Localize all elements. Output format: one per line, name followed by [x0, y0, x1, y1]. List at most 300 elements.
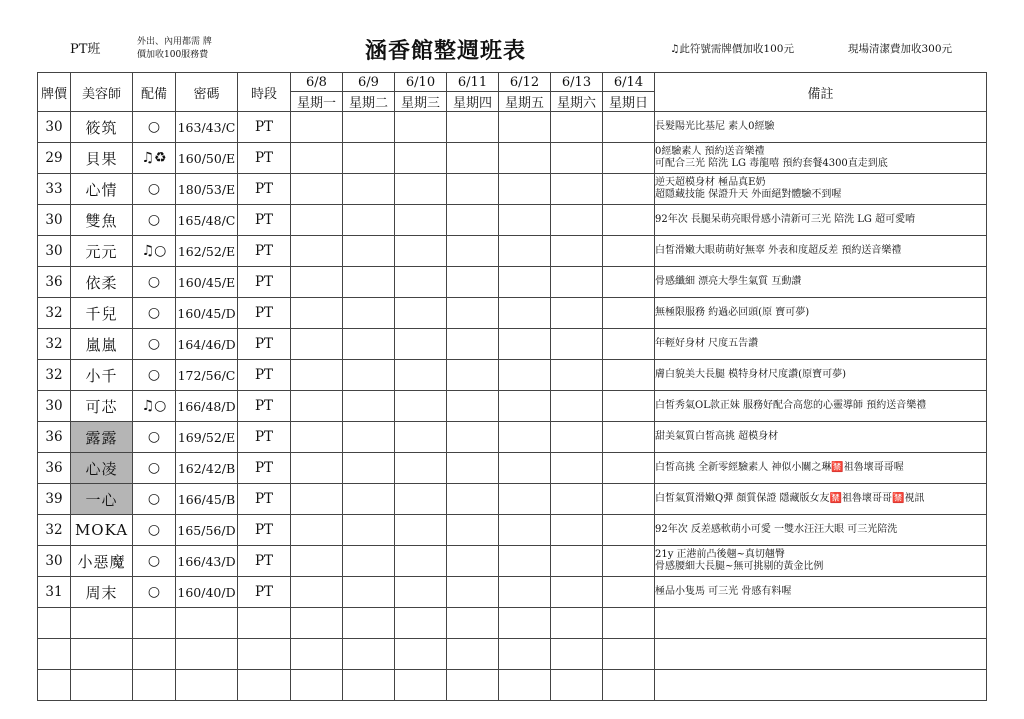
option-cell: ○: [133, 298, 176, 329]
empty-cell: [38, 639, 71, 670]
empty-cell: [71, 608, 133, 639]
empty-row: [38, 608, 987, 639]
day-cell[interactable]: [603, 422, 655, 453]
remark-line: 長髮陽光比基尼 素人0經驗: [655, 121, 775, 132]
col-header-weekday: 星期六: [551, 92, 603, 112]
col-header-weekday: 星期五: [499, 92, 551, 112]
day-cell[interactable]: [551, 360, 603, 391]
col-header-price: 牌價: [38, 73, 71, 112]
col-header-time-slot: 時段: [238, 73, 291, 112]
price-cell: 36: [38, 453, 71, 484]
day-cell[interactable]: [499, 515, 551, 546]
day-cell[interactable]: [291, 112, 343, 143]
beautician-name-cell: 一心: [71, 484, 133, 515]
day-cell[interactable]: [447, 453, 499, 484]
remark-line: 膚白貌美大長腿 模特身材尺度讚(原寶可夢): [655, 369, 846, 380]
day-cell[interactable]: [551, 422, 603, 453]
day-cell[interactable]: [395, 484, 447, 515]
code-cell: 166/43/D: [176, 546, 238, 577]
day-cell[interactable]: [551, 391, 603, 422]
table-row: [38, 515, 987, 546]
remark-line: 白皙高挑 全新零經驗素人 神似小關之琳🈲祖魯壞哥哥喔: [655, 462, 904, 473]
time-slot-cell: PT: [238, 422, 291, 453]
remarks-cell: [655, 546, 987, 577]
day-cell[interactable]: [395, 298, 447, 329]
remark-line: 白皙滑嫩大眼萌萌好無辜 外表和度超反差 預約送音樂禮: [655, 245, 902, 256]
day-cell[interactable]: [447, 143, 499, 174]
option-cell: ○: [133, 484, 176, 515]
col-header-code: 密碼: [176, 73, 238, 112]
beautician-name-cell: 千兒: [71, 298, 133, 329]
price-cell: 30: [38, 391, 71, 422]
empty-cell[interactable]: [447, 670, 499, 701]
table-row: [38, 453, 987, 484]
remarks-cell: [655, 360, 987, 391]
day-cell[interactable]: [551, 112, 603, 143]
code-cell: 160/40/D: [176, 577, 238, 608]
code-cell: 162/42/B: [176, 453, 238, 484]
day-cell[interactable]: [395, 546, 447, 577]
day-cell[interactable]: [551, 236, 603, 267]
day-cell[interactable]: [551, 577, 603, 608]
day-cell[interactable]: [447, 267, 499, 298]
option-cell: ○: [133, 422, 176, 453]
day-cell[interactable]: [447, 484, 499, 515]
day-cell[interactable]: [291, 329, 343, 360]
empty-cell: [133, 670, 176, 701]
day-cell[interactable]: [499, 298, 551, 329]
day-cell[interactable]: [551, 515, 603, 546]
beautician-name-cell: 心情: [71, 174, 133, 205]
option-cell: ○: [133, 267, 176, 298]
empty-cell: [176, 639, 238, 670]
day-cell[interactable]: [551, 267, 603, 298]
time-slot-cell: PT: [238, 484, 291, 515]
beautician-name-cell: 嵐嵐: [71, 329, 133, 360]
time-slot-cell: PT: [238, 546, 291, 577]
day-cell[interactable]: [447, 236, 499, 267]
option-cell: ○: [133, 174, 176, 205]
day-cell[interactable]: [343, 484, 395, 515]
price-cell: 30: [38, 236, 71, 267]
pt-class-label: PT班: [70, 42, 101, 57]
col-header-date: 6/8: [291, 73, 343, 92]
beautician-name-cell: 筱筑: [71, 112, 133, 143]
day-cell[interactable]: [499, 174, 551, 205]
beautician-name-cell: 依柔: [71, 267, 133, 298]
code-cell: 160/45/D: [176, 298, 238, 329]
empty-cell: [238, 670, 291, 701]
day-cell[interactable]: [499, 112, 551, 143]
empty-cell: [655, 608, 987, 639]
day-cell[interactable]: [499, 391, 551, 422]
time-slot-cell: PT: [238, 360, 291, 391]
table-row: [38, 422, 987, 453]
day-cell[interactable]: [343, 546, 395, 577]
remark-line: 92年次 反差感軟萌小可愛 一雙水汪汪大眼 可三光陪洗: [655, 524, 898, 535]
beautician-name-cell: 小惡魔: [71, 546, 133, 577]
day-cell[interactable]: [395, 453, 447, 484]
day-cell[interactable]: [343, 577, 395, 608]
empty-cell[interactable]: [499, 608, 551, 639]
empty-cell[interactable]: [343, 639, 395, 670]
table-row: [38, 329, 987, 360]
day-cell[interactable]: [551, 484, 603, 515]
day-cell[interactable]: [447, 174, 499, 205]
empty-cell[interactable]: [603, 608, 655, 639]
price-cell: 30: [38, 546, 71, 577]
remarks-cell: [655, 205, 987, 236]
cleaning-fee-note: 現場清潔費加收300元: [848, 43, 953, 55]
day-cell[interactable]: [551, 298, 603, 329]
service-fee-note: [137, 36, 212, 62]
day-cell[interactable]: [395, 267, 447, 298]
beautician-name-cell: MOKA: [71, 515, 133, 546]
day-cell[interactable]: [499, 577, 551, 608]
price-cell: 31: [38, 577, 71, 608]
empty-cell[interactable]: [551, 670, 603, 701]
remarks-cell: [655, 267, 987, 298]
col-header-date: 6/12: [499, 73, 551, 92]
day-cell[interactable]: [343, 515, 395, 546]
col-header-weekday: 星期日: [603, 92, 655, 112]
remark-line: 甜美氣質白皙高挑 超模身材: [655, 431, 779, 442]
day-cell[interactable]: [499, 422, 551, 453]
page-title: 涵香館整週班表: [365, 38, 527, 64]
day-cell[interactable]: [343, 391, 395, 422]
remarks-cell: [655, 143, 987, 174]
day-cell[interactable]: [343, 298, 395, 329]
col-header-remarks: 備註: [655, 73, 987, 112]
day-cell[interactable]: [343, 143, 395, 174]
time-slot-cell: PT: [238, 329, 291, 360]
remarks-cell: [655, 484, 987, 515]
day-cell[interactable]: [551, 546, 603, 577]
day-cell[interactable]: [603, 174, 655, 205]
time-slot-cell: PT: [238, 391, 291, 422]
day-cell[interactable]: [291, 205, 343, 236]
price-cell: 32: [38, 360, 71, 391]
table-row: [38, 360, 987, 391]
table-row: [38, 236, 987, 267]
empty-cell[interactable]: [343, 670, 395, 701]
price-cell: 30: [38, 112, 71, 143]
day-cell[interactable]: [291, 174, 343, 205]
table-row: [38, 267, 987, 298]
price-cell: 30: [38, 205, 71, 236]
day-cell[interactable]: [291, 143, 343, 174]
empty-cell: [38, 608, 71, 639]
empty-cell[interactable]: [447, 608, 499, 639]
empty-cell[interactable]: [395, 608, 447, 639]
option-cell: ○: [133, 546, 176, 577]
day-cell[interactable]: [395, 329, 447, 360]
empty-row: [38, 670, 987, 701]
remark-line: 21y 正港前凸後翹~真切翹臀: [655, 549, 785, 560]
day-cell[interactable]: [551, 143, 603, 174]
time-slot-cell: PT: [238, 298, 291, 329]
day-cell[interactable]: [343, 205, 395, 236]
day-cell[interactable]: [603, 267, 655, 298]
code-cell: 160/45/E: [176, 267, 238, 298]
day-cell[interactable]: [447, 422, 499, 453]
day-cell[interactable]: [551, 205, 603, 236]
day-cell[interactable]: [343, 453, 395, 484]
col-header-weekday: 星期一: [291, 92, 343, 112]
option-cell: ○: [133, 577, 176, 608]
empty-cell: [655, 670, 987, 701]
remark-line: 逆天超模身材 極品真E奶: [655, 177, 766, 188]
beautician-name-cell: 貝果: [71, 143, 133, 174]
table-row: [38, 577, 987, 608]
day-cell[interactable]: [551, 329, 603, 360]
day-cell[interactable]: [395, 360, 447, 391]
day-cell[interactable]: [343, 174, 395, 205]
option-cell: ○: [133, 453, 176, 484]
remark-line: 年輕好身材 尺度五告讚: [655, 338, 759, 349]
table-row: [38, 391, 987, 422]
day-cell[interactable]: [395, 422, 447, 453]
day-cell[interactable]: [447, 546, 499, 577]
sheet-header: [0, 0, 1024, 72]
code-cell: 162/52/E: [176, 236, 238, 267]
option-cell: ○: [133, 205, 176, 236]
col-header-weekday: 星期二: [343, 92, 395, 112]
schedule-table: [37, 72, 987, 701]
day-cell[interactable]: [499, 236, 551, 267]
remarks-cell: [655, 112, 987, 143]
day-cell[interactable]: [395, 391, 447, 422]
day-cell[interactable]: [603, 298, 655, 329]
table-row: [38, 205, 987, 236]
day-cell[interactable]: [603, 577, 655, 608]
empty-cell[interactable]: [603, 639, 655, 670]
table-row: [38, 174, 987, 205]
day-cell[interactable]: [499, 267, 551, 298]
table-row: [38, 112, 987, 143]
empty-cell[interactable]: [343, 608, 395, 639]
empty-cell[interactable]: [499, 670, 551, 701]
remarks-cell: [655, 453, 987, 484]
day-cell[interactable]: [343, 422, 395, 453]
day-cell[interactable]: [343, 329, 395, 360]
empty-cell: [133, 639, 176, 670]
empty-cell: [238, 639, 291, 670]
day-cell[interactable]: [291, 298, 343, 329]
remarks-cell: [655, 329, 987, 360]
price-cell: 32: [38, 329, 71, 360]
day-cell[interactable]: [395, 577, 447, 608]
time-slot-cell: PT: [238, 205, 291, 236]
remark-line: 骨感腰細大長腿~無可挑剔的黃金比例: [655, 561, 824, 572]
remark-line: 無極限服務 約過必回頭(原 寶可夢): [655, 307, 810, 318]
empty-cell[interactable]: [395, 639, 447, 670]
code-cell: 164/46/D: [176, 329, 238, 360]
day-cell[interactable]: [603, 360, 655, 391]
col-header-date: 6/9: [343, 73, 395, 92]
code-cell: 165/56/D: [176, 515, 238, 546]
col-header-weekday: 星期三: [395, 92, 447, 112]
day-cell[interactable]: [447, 112, 499, 143]
day-cell[interactable]: [291, 453, 343, 484]
day-cell[interactable]: [603, 112, 655, 143]
option-cell: ○: [133, 515, 176, 546]
empty-cell[interactable]: [395, 670, 447, 701]
day-cell[interactable]: [343, 236, 395, 267]
beautician-name-cell: 雙魚: [71, 205, 133, 236]
schedule-rows: [38, 112, 987, 701]
beautician-name-cell: 小千: [71, 360, 133, 391]
day-cell[interactable]: [291, 391, 343, 422]
day-cell[interactable]: [343, 112, 395, 143]
day-cell[interactable]: [343, 267, 395, 298]
empty-cell[interactable]: [603, 670, 655, 701]
day-cell[interactable]: [395, 174, 447, 205]
time-slot-cell: PT: [238, 515, 291, 546]
day-cell[interactable]: [291, 422, 343, 453]
col-header-date: 6/14: [603, 73, 655, 92]
remark-line: 骨感纖細 漂亮大學生氣質 互動讚: [655, 276, 802, 287]
remarks-cell: [655, 577, 987, 608]
code-cell: 166/45/B: [176, 484, 238, 515]
day-cell[interactable]: [499, 143, 551, 174]
remark-line: 白皙秀氣OL款正妹 服務好配合高您的心靈導師 預約送音樂禮: [655, 400, 927, 411]
day-cell[interactable]: [603, 515, 655, 546]
day-cell[interactable]: [499, 360, 551, 391]
day-cell[interactable]: [395, 205, 447, 236]
empty-cell: [38, 670, 71, 701]
day-cell[interactable]: [291, 515, 343, 546]
empty-cell[interactable]: [291, 608, 343, 639]
empty-cell: [238, 608, 291, 639]
empty-cell[interactable]: [551, 608, 603, 639]
beautician-name-cell: 元元: [71, 236, 133, 267]
day-cell[interactable]: [603, 329, 655, 360]
col-header-date: 6/13: [551, 73, 603, 92]
remarks-cell: [655, 515, 987, 546]
empty-cell: [655, 639, 987, 670]
day-cell[interactable]: [291, 546, 343, 577]
price-cell: 36: [38, 422, 71, 453]
col-header-date: 6/11: [447, 73, 499, 92]
empty-cell[interactable]: [291, 670, 343, 701]
code-cell: 165/48/C: [176, 205, 238, 236]
day-cell[interactable]: [499, 484, 551, 515]
price-cell: 32: [38, 515, 71, 546]
empty-cell[interactable]: [447, 639, 499, 670]
day-cell[interactable]: [603, 484, 655, 515]
remarks-cell: [655, 298, 987, 329]
day-cell[interactable]: [603, 236, 655, 267]
day-cell[interactable]: [343, 360, 395, 391]
day-cell[interactable]: [603, 143, 655, 174]
day-cell[interactable]: [603, 546, 655, 577]
day-cell[interactable]: [499, 453, 551, 484]
empty-cell: [71, 670, 133, 701]
empty-cell[interactable]: [499, 639, 551, 670]
empty-cell: [133, 608, 176, 639]
time-slot-cell: PT: [238, 267, 291, 298]
code-cell: 180/53/E: [176, 174, 238, 205]
option-cell: ○: [133, 360, 176, 391]
code-cell: 172/56/C: [176, 360, 238, 391]
day-cell[interactable]: [291, 267, 343, 298]
day-cell[interactable]: [447, 391, 499, 422]
day-cell[interactable]: [603, 205, 655, 236]
day-cell[interactable]: [551, 174, 603, 205]
empty-cell[interactable]: [551, 639, 603, 670]
day-cell[interactable]: [447, 298, 499, 329]
remarks-cell: [655, 391, 987, 422]
option-cell: ○: [133, 329, 176, 360]
price-cell: 33: [38, 174, 71, 205]
code-cell: 169/52/E: [176, 422, 238, 453]
service-fee-note-line1: 外出、內用都需 牌: [137, 37, 212, 47]
time-slot-cell: PT: [238, 143, 291, 174]
price-cell: 39: [38, 484, 71, 515]
col-header-date: 6/10: [395, 73, 447, 92]
table-row: [38, 546, 987, 577]
day-cell[interactable]: [395, 112, 447, 143]
remark-line: 可配合三光 陪洗 LG 毒龍嘻 預約套餐4300直走到底: [655, 158, 888, 169]
day-cell[interactable]: [603, 453, 655, 484]
day-cell[interactable]: [447, 515, 499, 546]
time-slot-cell: PT: [238, 174, 291, 205]
table-row: [38, 298, 987, 329]
code-cell: 163/43/C: [176, 112, 238, 143]
day-cell[interactable]: [447, 329, 499, 360]
day-cell[interactable]: [447, 577, 499, 608]
table-row: [38, 143, 987, 174]
price-cell: 29: [38, 143, 71, 174]
day-cell[interactable]: [291, 236, 343, 267]
col-header-weekday: 星期四: [447, 92, 499, 112]
time-slot-cell: PT: [238, 112, 291, 143]
day-cell[interactable]: [395, 236, 447, 267]
empty-row: [38, 639, 987, 670]
remark-line: 0經驗素人 預約送音樂禮: [655, 146, 765, 157]
day-cell[interactable]: [395, 143, 447, 174]
day-cell[interactable]: [291, 484, 343, 515]
beautician-name-cell: 露露: [71, 422, 133, 453]
day-cell[interactable]: [395, 515, 447, 546]
option-cell: ♫○: [133, 236, 176, 267]
day-cell[interactable]: [447, 360, 499, 391]
day-cell[interactable]: [499, 546, 551, 577]
remarks-cell: [655, 422, 987, 453]
beautician-name-cell: 周末: [71, 577, 133, 608]
day-cell[interactable]: [447, 205, 499, 236]
remarks-cell: [655, 174, 987, 205]
code-cell: 166/48/D: [176, 391, 238, 422]
remarks-cell: [655, 236, 987, 267]
beautician-name-cell: 心凌: [71, 453, 133, 484]
day-cell[interactable]: [499, 329, 551, 360]
option-cell: ♫♻: [133, 143, 176, 174]
empty-cell: [176, 608, 238, 639]
remark-line: 極品小隻馬 可三光 骨感有料喔: [655, 586, 792, 597]
time-slot-cell: PT: [238, 236, 291, 267]
price-cell: 32: [38, 298, 71, 329]
day-cell[interactable]: [291, 360, 343, 391]
remark-line: 92年次 長腿呆萌亮眼骨感小清新可三光 陪洗 LG 超可愛唷: [655, 214, 916, 225]
day-cell[interactable]: [291, 577, 343, 608]
day-cell[interactable]: [603, 391, 655, 422]
time-slot-cell: PT: [238, 577, 291, 608]
day-cell[interactable]: [551, 453, 603, 484]
empty-cell[interactable]: [291, 639, 343, 670]
day-cell[interactable]: [499, 205, 551, 236]
